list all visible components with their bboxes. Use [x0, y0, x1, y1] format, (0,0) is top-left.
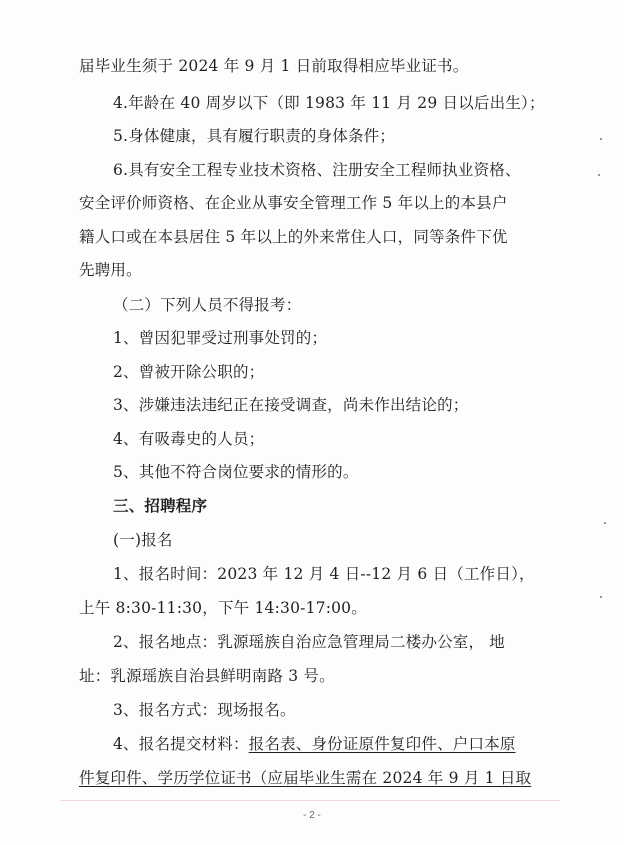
- text-line-3: 5.身体健康，具有履行职责的身体条件；: [113, 127, 396, 145]
- scan-rule: [60, 800, 560, 801]
- text-line-2: 4.年龄在 40 周岁以下（即 1983 年 11 月 29 日以后出生）；: [113, 94, 545, 112]
- subsection-heading: (一)报名: [113, 531, 173, 549]
- materials-list-underlined: 报名表、身份证原件复印件、户口本原: [248, 735, 516, 753]
- text-line-location: 2、报名地点：乳源瑶族自治应急管理局二楼办公室， 地: [113, 633, 505, 651]
- text-line-5: 安全评价师资格、在企业从事安全管理工作 5 年以上的本县户: [79, 194, 508, 212]
- scan-speck: [600, 596, 602, 598]
- page-number: - 2 -: [303, 810, 321, 821]
- list-item-2: 2、曾被开除公职的；: [113, 363, 265, 381]
- text-line-4: 6.具有安全工程专业技术资格、注册安全工程师执业资格、: [113, 161, 521, 179]
- scan-speck: [598, 174, 600, 176]
- section-heading-3: 三、招聘程序: [113, 497, 208, 515]
- text-line-7: 先聘用。: [79, 261, 142, 279]
- text-line-method: 3、报名方式：现场报名。: [113, 701, 296, 719]
- text-line-materials-cont: 件复印件、学历学位证书（应届毕业生需在 2024 年 9 月 1 日取: [79, 769, 532, 787]
- text-line-6: 籍人口或在本县居住 5 年以上的外来常住人口，同等条件下优: [79, 228, 508, 246]
- scan-speck: [600, 138, 602, 140]
- scan-speck: [604, 522, 606, 524]
- text-line-materials: [113, 734, 516, 754]
- section-heading-2: （二）下列人员不得报考：: [113, 296, 302, 314]
- text-line-address: 址：乳源瑶族自治县鲜明南路 3 号。: [79, 667, 335, 685]
- list-item-5: 5、其他不符合岗位要求的情形的。: [113, 463, 359, 481]
- list-item-1: 1、曾因犯罪受过刑事处罚的；: [113, 329, 328, 347]
- text-line-registration-time: 1、报名时间：2023 年 12 月 4 日--12 月 6 日（工作日），: [113, 565, 535, 583]
- text-line-1: 届毕业生须于 2024 年 9 月 1 日前取得相应毕业证书。: [79, 57, 469, 75]
- list-item-4: 4、有吸毒史的人员；: [113, 430, 265, 448]
- list-item-3: 3、涉嫌违法违纪正在接受调查，尚未作出结论的；: [113, 396, 469, 414]
- text-line-hours: 上午 8:30-11:30，下午 14:30-17:00。: [79, 599, 367, 617]
- materials-lead: 4、报名提交材料：: [113, 735, 249, 753]
